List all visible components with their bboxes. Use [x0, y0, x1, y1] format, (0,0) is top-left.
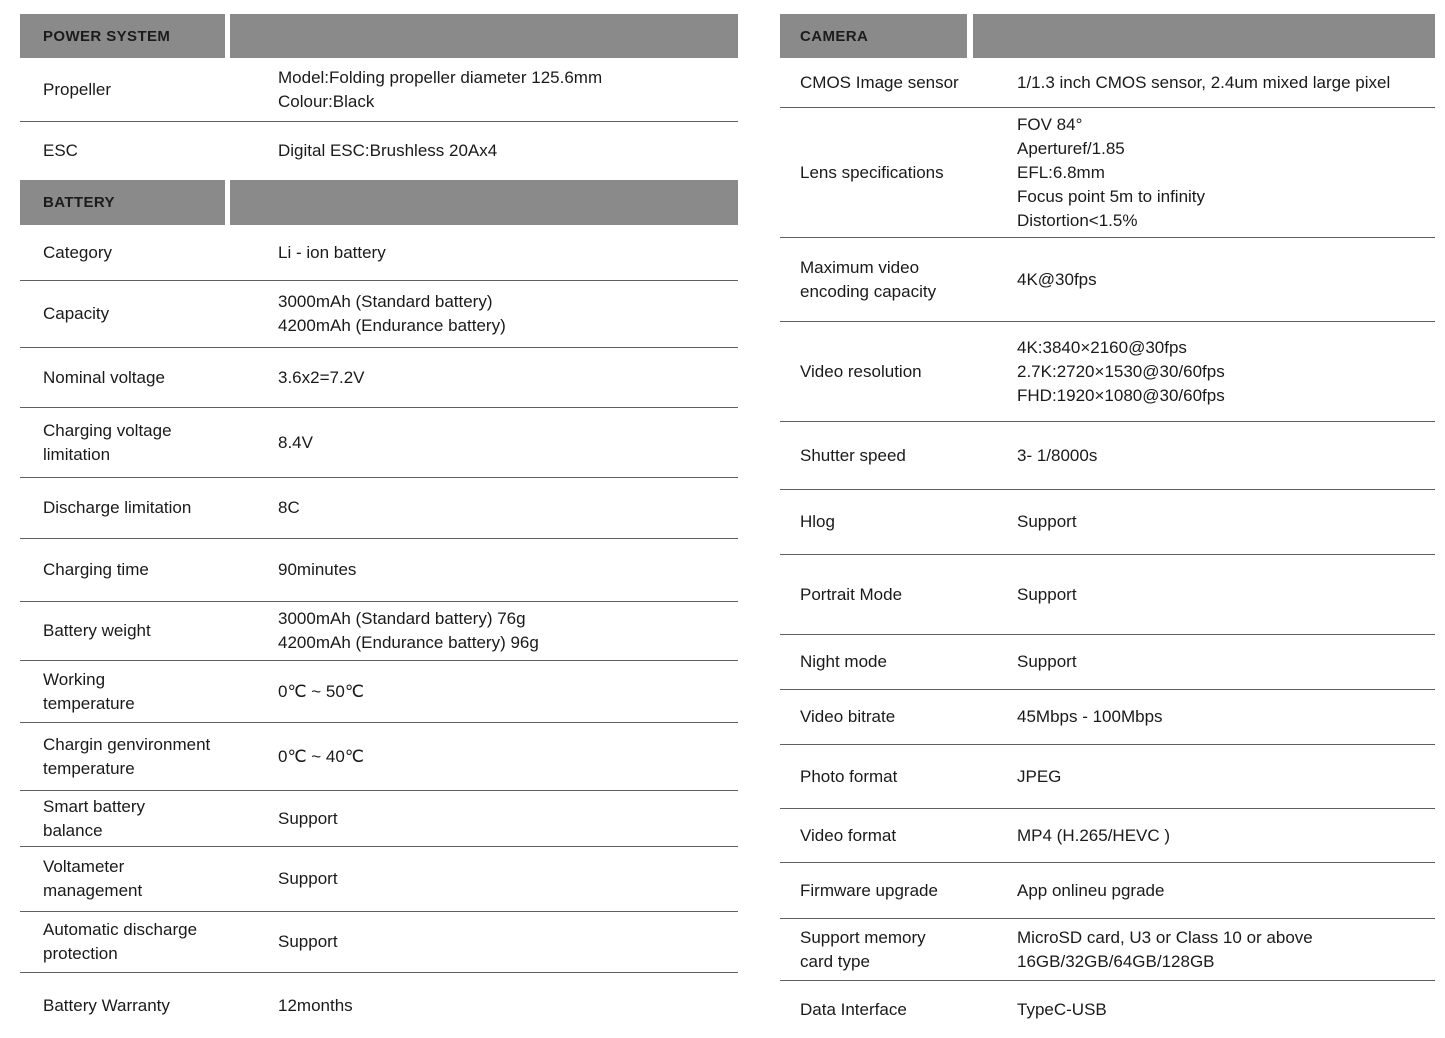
spec-label: Firmware upgrade	[800, 880, 938, 900]
spec-row	[780, 422, 1435, 490]
spec-value: FOV 84° Aperturef/1.85 EFL:6.8mm Focus point 5m to infinity Distortion<1.5%	[1017, 114, 1206, 230]
spec-label: Charging voltage limitation	[43, 420, 172, 464]
spec-label: Propeller	[43, 79, 112, 99]
battery-header-fill	[230, 180, 738, 225]
spec-row	[780, 238, 1435, 322]
spec-row	[20, 602, 738, 661]
power-system-header-fill	[230, 14, 738, 58]
spec-label: Video bitrate	[800, 707, 896, 726]
spec-value: 90minutes	[278, 560, 357, 579]
spec-value: 8C	[278, 498, 300, 517]
spec-value: 4K:3840×2160@30fps 2.7K:2720×1530@30/60fps FHD:1920×1080@30/60fps	[1017, 337, 1225, 405]
spec-label: Voltameter management	[43, 857, 143, 900]
power-system-section-header	[20, 14, 738, 58]
spec-value: Support	[1017, 584, 1077, 604]
spec-value: App onlineu pgrade	[1017, 880, 1165, 900]
spec-value: 8.4V	[278, 432, 313, 452]
spec-value: JPEG	[1017, 766, 1062, 786]
spec-row	[20, 723, 738, 791]
spec-value: 1/1.3 inch CMOS sensor, 2.4um mixed large pixel	[1017, 72, 1391, 92]
spec-row	[780, 490, 1435, 555]
spec-label: Category	[43, 242, 112, 262]
spec-label: Smart battery balance	[43, 796, 146, 840]
spec-row	[20, 58, 738, 122]
spec-value: 3000mAh (Standard battery) 76g 4200mAh (Endurance battery) 96g	[278, 609, 539, 652]
spec-value: 12months	[278, 995, 353, 1015]
spec-value: 3.6x2=7.2V	[278, 367, 365, 387]
spec-label: Support memory card type	[800, 927, 926, 971]
spec-row	[780, 635, 1435, 690]
camera-spec-table	[780, 14, 1435, 1038]
spec-row	[780, 322, 1435, 422]
spec-label: Hlog	[800, 512, 835, 531]
spec-label: Night mode	[800, 652, 887, 671]
spec-row	[20, 791, 738, 847]
spec-row	[780, 690, 1435, 745]
spec-label: CMOS Image sensor	[800, 72, 959, 92]
power-battery-spec-table	[20, 14, 738, 1038]
spec-row	[780, 58, 1435, 108]
spec-value: MP4 (H.265/HEVC )	[1017, 825, 1171, 845]
spec-label: Discharge limitation	[43, 498, 192, 517]
spec-row	[780, 919, 1435, 981]
spec-row	[780, 108, 1435, 238]
spec-label: Charging time	[43, 560, 149, 579]
battery-section-title: BATTERY	[20, 180, 225, 225]
spec-row	[20, 225, 738, 281]
spec-row	[20, 348, 738, 408]
spec-row	[20, 912, 738, 973]
spec-label: Shutter speed	[800, 445, 906, 465]
spec-value: 0℃ ~ 50℃	[278, 681, 364, 701]
spec-row	[20, 478, 738, 539]
camera-section-header	[780, 14, 1435, 58]
spec-label: Lens specifications	[800, 162, 944, 182]
spec-row	[20, 973, 738, 1038]
spec-row	[20, 661, 738, 723]
spec-value: 45Mbps - 100Mbps	[1017, 707, 1163, 726]
spec-label: Data Interface	[800, 999, 907, 1019]
spec-row	[20, 847, 738, 912]
spec-value: 4K@30fps	[1017, 269, 1097, 289]
spec-value: 0℃ ~ 40℃	[278, 746, 364, 766]
spec-label: Maximum video encoding capacity	[800, 257, 937, 301]
spec-value: Li - ion battery	[278, 242, 386, 262]
spec-value: Support	[278, 869, 338, 888]
spec-row	[780, 745, 1435, 809]
spec-row	[780, 981, 1435, 1038]
spec-row	[20, 122, 738, 180]
spec-label: Video resolution	[800, 361, 922, 381]
spec-label: Chargin genvironment temperature	[43, 734, 211, 778]
spec-row	[20, 408, 738, 478]
spec-label: Battery Warranty	[43, 995, 170, 1015]
spec-row	[20, 539, 738, 602]
spec-row	[20, 281, 738, 348]
spec-row	[780, 809, 1435, 863]
spec-label: Nominal voltage	[43, 367, 165, 387]
spec-value: Digital ESC:Brushless 20Ax4	[278, 141, 498, 160]
battery-section-header	[20, 180, 738, 225]
spec-label: Automatic discharge protection	[43, 920, 198, 963]
power-system-section-title: POWER SYSTEM	[20, 14, 225, 58]
spec-label: Capacity	[43, 304, 110, 323]
spec-label: Battery weight	[43, 621, 151, 640]
spec-value: Support	[278, 932, 338, 951]
camera-section-title: CAMERA	[780, 14, 967, 58]
spec-value: Support	[1017, 512, 1077, 531]
spec-value: Model:Folding propeller diameter 125.6mm Colour:Black	[278, 67, 603, 111]
spec-row	[780, 863, 1435, 919]
spec-value: 3000mAh (Standard battery) 4200mAh (Endurance battery)	[278, 292, 506, 335]
spec-label: Working temperature	[43, 669, 135, 713]
spec-value: MicroSD card, U3 or Class 10 or above 16GB/32GB/64GB/128GB	[1017, 927, 1313, 971]
camera-header-fill	[973, 14, 1435, 58]
spec-label: Video format	[800, 825, 897, 845]
spec-label: Portrait Mode	[800, 584, 903, 604]
spec-label: ESC	[43, 141, 78, 160]
spec-label: Photo format	[800, 766, 898, 786]
spec-value: TypeC-USB	[1017, 999, 1107, 1019]
spec-row	[780, 555, 1435, 635]
spec-value: 3- 1/8000s	[1017, 445, 1098, 465]
spec-value: Support	[278, 808, 338, 828]
spec-value: Support	[1017, 652, 1077, 671]
